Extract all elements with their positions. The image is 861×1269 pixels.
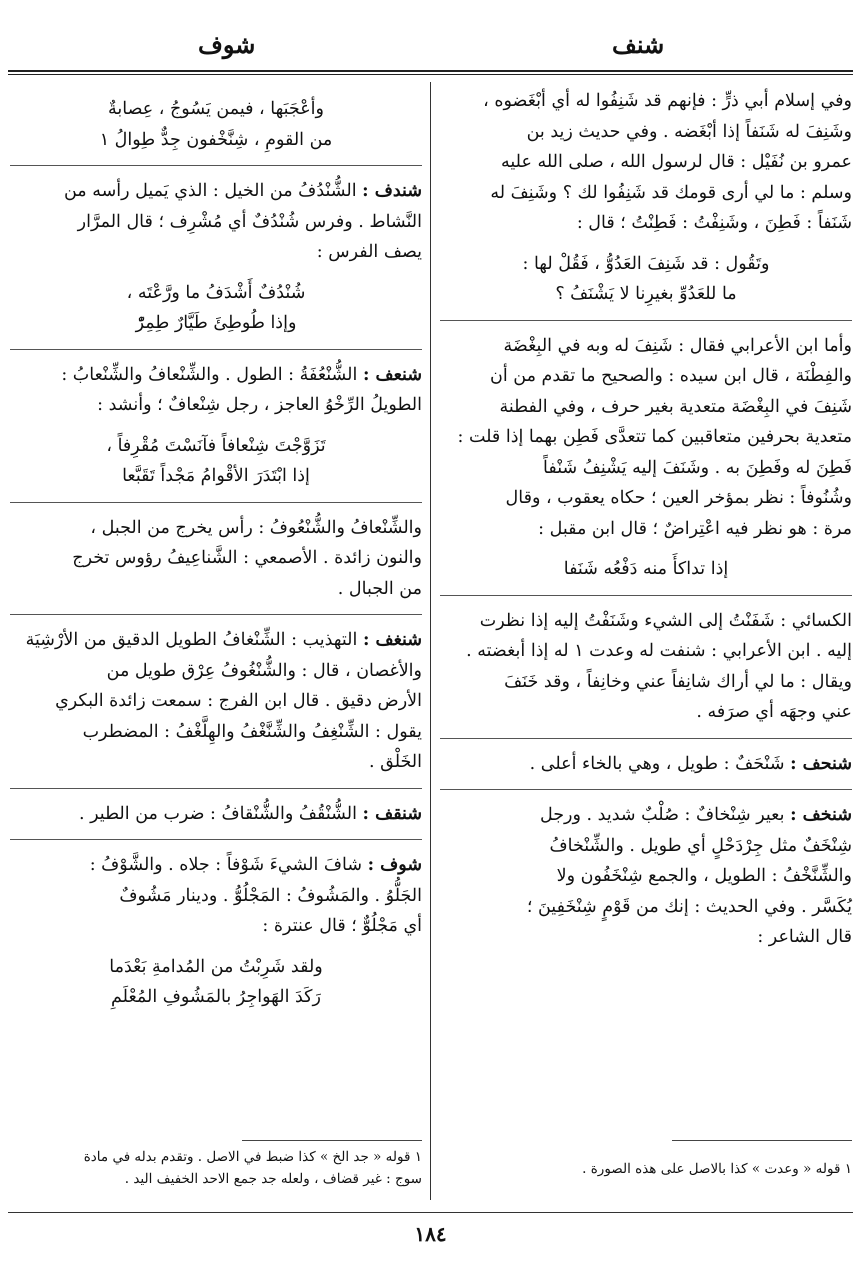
line-text: الأرض دقيق . قال ابن الفرج : سمعت زائدة البكري [55,691,422,711]
verse-line [10,431,422,462]
footnote-left-line: سوج : غير قضاف ، ولعله جد جمع الاحد الخفيف اليد . [124,1171,422,1187]
text-line [10,656,422,687]
line-text: من الجبال . [337,578,422,599]
entry-headword: شوف : [367,855,422,875]
line-text: يُكَسَّر . وفي الحديث : إنك من قَوْمٍ شِنْخَفِينَ ؛ [526,896,852,917]
header-rule [8,70,853,72]
text-line [440,392,852,423]
footnote-left [10,1146,422,1190]
text-line [440,861,852,892]
dictionary-entry [10,799,422,830]
entry-headword: شندف : [362,181,422,201]
text-line [440,117,852,148]
text-line [10,390,422,421]
text-line [10,237,422,268]
verse-block [440,554,852,585]
line-text: شَنْحَفٌ : طويل ، وهي بالخاء أعلى . [529,753,785,774]
entry-headword: شنقف : [362,803,422,824]
line-text: شُنْدُفٌ أَشْدَفُ ما ورَّعْتَه ، [126,282,306,303]
text-line [10,625,422,656]
line-text: وأعْجَبَها ، فيمن يَسُوجُ ، عِصابةٌ [108,99,324,119]
text-line [440,331,852,362]
dictionary-entry [10,176,422,268]
line-text: فَطِنَ له وفَطِنَ به . وشَنَفَ إليه يَشْنِفُ شَنْفاً [543,457,852,478]
text-line [10,574,422,605]
page-number: ١٨٤ [414,1222,447,1246]
entry-separator [440,738,852,739]
line-text: الشُّنْدُفُ من الخيل : الذي يَميل رأسه من [63,181,357,201]
entry-separator [10,502,422,503]
dictionary-entry [440,800,852,953]
text-line [440,667,852,698]
text-line [440,361,852,392]
text-line [10,513,422,544]
text-line [440,514,852,545]
line-text: من القومِ ، شِنَّخْفون جِدٌّ طِوالُ ١ [99,129,333,150]
verse-block [10,952,422,1013]
verse-line [10,94,422,125]
line-text: ولقد شَرِبْتُ من المُدامةِ بَعْدَما [109,956,323,977]
text-line [440,892,852,923]
entry-headword: شنخف : [790,805,852,825]
text-line [440,636,852,667]
line-text: وسلم : ما لي أرى قومك قد شَنِفُوا لك ؟ وشَنِفَ له [490,182,852,203]
text-line [10,717,422,748]
line-text: والنون زائدة . الأصمعي : الشَّناعِيفُ رؤوس تخرج [72,548,422,568]
paragraph [440,606,852,728]
footer-rule [8,1212,853,1213]
line-text: والشِّنَّخْفُ : الطويل ، والجمع شِنْخَفُون ولا [556,866,852,886]
right-column [440,86,852,963]
dictionary-entry [10,360,422,421]
verse-block [10,94,422,155]
verse-line [440,554,852,585]
entry-separator [10,614,422,615]
line-text: وإذا طُوطِئَ طَيَّارٌ طِمِرّْ [135,313,297,333]
dictionary-entry [10,850,422,942]
verse-line [10,308,422,339]
line-text: شَنِفَ في البِغْضَة متعدية بغير حرف ، وفي الفطنة [499,396,852,417]
text-line [10,176,422,207]
paragraph [10,513,422,605]
line-text: أي مَجْلُوٌّ ؛ قال عنترة : [262,916,422,936]
line-text: يصف الفرس : [316,242,422,262]
text-line [10,360,422,391]
verse-line [10,982,422,1013]
text-line [440,178,852,209]
line-text: ما للعَدُوِّ بغيرِنا لا يَشْنَفُ ؟ [555,284,737,304]
line-text: الطويلُ الرِّخْوُ العاجز ، رجل شِنْعافٌ ؛ وأنشد : [97,395,422,415]
entry-separator [10,349,422,350]
line-text: إذا تداكأَ منه دَفْعُه شَنَفا [563,559,729,579]
line-text: الشُّنْقُفُ والشُّنْقافُ : ضرب من الطير . [79,803,357,824]
text-line [440,147,852,178]
line-text: ويقال : ما لي أراك شانِفاً عني وخانِفاً ، وقد خَنَفَ [504,671,852,692]
text-line [10,799,422,830]
line-text: رَكَدَ الهَواجِرُ بالمَشُوفِ المُعْلَمِ [111,987,321,1007]
text-line [440,831,852,862]
entry-headword: شنعف : [362,364,422,385]
footnote-rule-left [242,1140,422,1141]
text-line [440,208,852,239]
verse-line [440,249,852,280]
line-text: الكسائي : شَفَنْتُ إلى الشيء وشَنَفْتُ إليه إذا نظرت [479,610,852,631]
text-line [10,747,422,778]
line-text: شافَ الشيءَ شَوْفاً : جلاه . والشَّوْفُ : [89,855,363,875]
text-line [440,422,852,453]
header-rule-thin [8,74,853,75]
entry-separator [440,320,852,321]
entry-separator [440,595,852,596]
line-text: وأما ابن الأعرابي فقال : شَنِفَ له وبه في البِغْضَة [503,335,852,356]
line-text: والشِّنْعافُ والشُّنْعُوفُ : رأس يخرج من الجبل ، [90,517,422,538]
text-line [10,686,422,717]
footnote-right: ١ قوله « وعدت » كذا بالاصل على هذه الصورة . [582,1161,852,1177]
line-text: قال الشاعر : [757,927,852,947]
line-text: متعدية بحرفين متعاقبين كما تتعدَّى فَطِن بهما إذا قلت : [457,427,852,447]
line-text: تَزَوَّجْتَ شِنْعافاً فآنَسْتَ مُقْرِفاً ، [106,435,326,456]
entry-separator [10,839,422,840]
paragraph [440,331,852,545]
line-text: التهذيب : الشِّنْغافُ الطويل الدقيق من الأرْشِيَة [25,630,358,650]
text-line [10,881,422,912]
line-text: وشُنُوفاً : نظر بمؤخر العين ؛ حكاه يعقوب ، وقال [505,488,852,508]
line-text: شِنْخَفٌ مثل جِرْدَحْلٍ أي طويل . والشِّنْخافُ [549,835,852,856]
verse-block [10,431,422,492]
text-line [10,543,422,574]
line-text: إليه . ابن الأعرابي : شنفت له وعدت ١ له إذا أبغضته . [466,641,852,661]
line-text: وتَقُول : قد شَنِفَ العَدُوُّ ، فَقُلْ لها : [522,253,770,274]
text-line [440,483,852,514]
line-text: بعير شِنْخافٌ : صُلْبٌ شديد . ورجل [539,805,785,825]
text-line [10,850,422,881]
verse-line [10,125,422,156]
entry-headword: شنغف : [362,630,422,650]
line-text: الشُّنْعُفَةُ : الطول . والشِّنْعافُ والشِّنْعابُ : [61,364,358,385]
line-text: عمرو بن نُفَيْل : قال لرسول الله ، صلى الله عليه [501,152,852,172]
verse-block [10,278,422,339]
line-text: شَنَفاً : فَطِنَ ، وشَنِفْتُ : فَطِنْتُ ؛ قال : [576,213,852,233]
line-text: يقول : الشِّنْغِفُ والشِّنَّغْفُ والهِلَّغْفُ : المضطرب [82,721,422,742]
text-line [10,207,422,238]
verse-line [10,461,422,492]
line-text: عني وجهَه أي صرَفه . [696,702,852,722]
line-text: مرة : هو نظر فيه اعْتِراضٌ ؛ قال ابن مقبل : [538,518,852,539]
dictionary-entry [440,749,852,780]
line-text: وفي إسلام أبي ذرٍّ : فإنهم قد شَنِفُوا له أي أبْغَضوه ، [483,91,852,111]
text-line [440,697,852,728]
line-text: الخَلْق . [368,752,422,772]
line-text: وشَنِفَ له شَنَفاً إذا أبْغَضه . وفي حديث زيد بن [526,121,852,142]
verse-line [440,279,852,310]
left-column-title: شوف [198,30,256,59]
entry-separator [10,788,422,789]
dictionary-entry [10,625,422,778]
line-text: والفِطْنَة ، قال ابن سيده : والصحيح ما تقدم من أن [489,366,852,386]
footnote-rule-right [672,1140,852,1141]
footnote-left-line: ١ قوله « جد الخ » كذا ضبط في الاصل . وتقدم بدله في مادة [83,1149,422,1165]
text-line [440,453,852,484]
line-text: النَّشاط . وفرس شُنْدُفٌ أي مُشْرِف ؛ قال المرَّار [77,211,422,232]
paragraph [440,86,852,239]
line-text: والأغصان ، قال : والشُّنْغُوفُ عِرْق طويل من [106,660,422,681]
verse-line [10,278,422,309]
entry-headword: شنحف : [790,753,852,774]
verse-line [10,952,422,983]
text-line [440,86,852,117]
right-column-title: شنف [612,30,665,59]
text-line [10,911,422,942]
text-line [440,606,852,637]
text-line [440,749,852,780]
line-text: الجَلُّوُ . والمَشُوفُ : المَجْلُوُّ . ودينار مَشُوفٌ [119,885,422,906]
line-text: إذا ابْتَدَرَ الأقْوامُ مَجْداً تَقَبَّعا [122,466,310,486]
entry-separator [10,165,422,166]
text-line [440,800,852,831]
column-divider [430,82,431,1200]
verse-block [440,249,852,310]
text-line [440,922,852,953]
entry-separator [440,789,852,790]
left-column [10,86,422,1023]
